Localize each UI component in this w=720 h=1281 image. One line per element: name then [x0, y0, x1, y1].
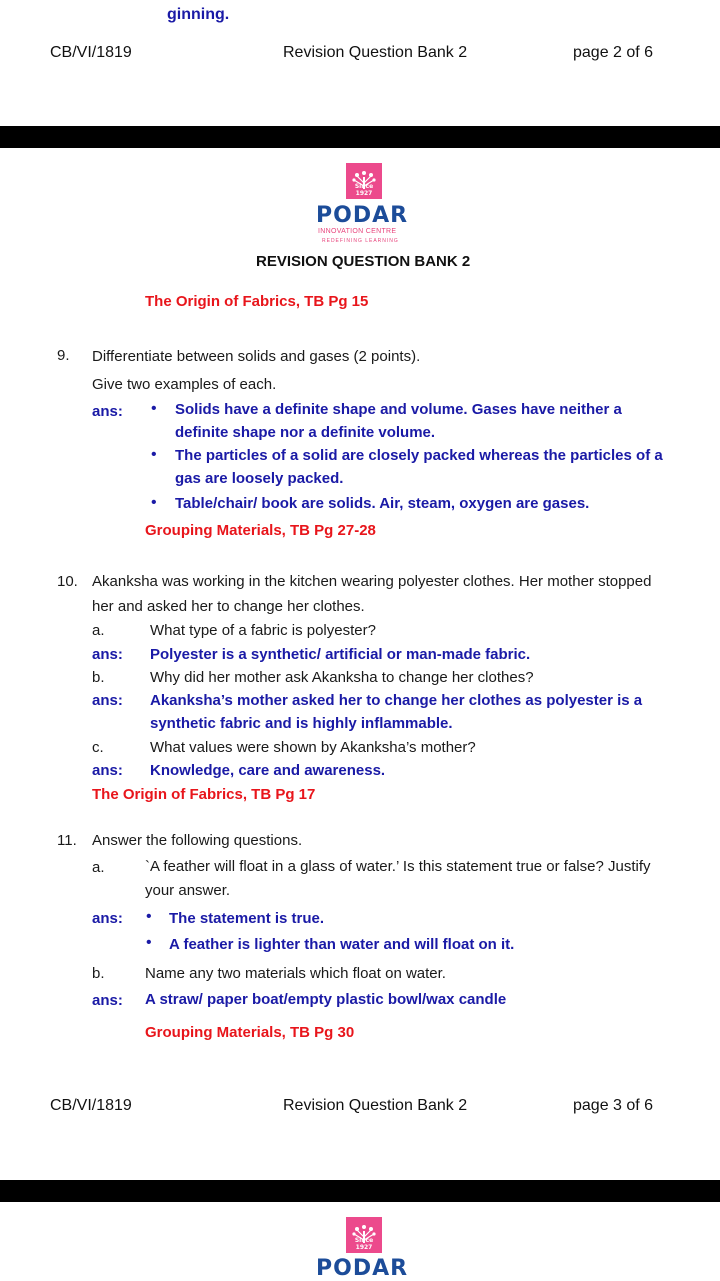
subpart-label: a.: [92, 622, 105, 639]
answer-text: Solids have a definite shape and volume. Gases have neither a: [175, 401, 622, 418]
answer-label: ans:: [92, 910, 123, 927]
answer-text: A feather is lighter than water and will float on it.: [169, 936, 515, 953]
subpart-label: a.: [92, 859, 105, 876]
answer-label: ans:: [92, 992, 123, 1009]
reference: The Origin of Fabrics, TB Pg 17: [92, 786, 316, 803]
subpart-question: Why did her mother ask Akanksha to change her clothes?: [150, 669, 534, 686]
answer-text: gas are loosely packed.: [175, 470, 344, 487]
question-text: Give two examples of each.: [92, 376, 277, 393]
answer-label: ans:: [92, 646, 123, 663]
logo-since: Since 1927: [354, 1237, 374, 1251]
footer-code: CB/VI/1819: [50, 1097, 132, 1114]
answer-text: Akanksha’s mother asked her to change her clothes as polyester is a: [150, 692, 643, 709]
question-text: her and asked her to change her clothes.: [92, 598, 365, 615]
question-text: Differentiate between solids and gases (2 points).: [92, 348, 421, 365]
answer-text: The particles of a solid are closely packed whereas the particles of a: [175, 447, 663, 464]
footer-code: CB/VI/1819: [50, 44, 132, 61]
footer-title: Revision Question Bank 2: [283, 44, 468, 61]
subpart-question: Name any two materials which float on water.: [145, 965, 446, 982]
footer-page-number: page 3 of 6: [573, 1097, 654, 1114]
question-text: Akanksha was working in the kitchen wearing polyester clothes. Her mother stopped: [92, 573, 652, 590]
question-number: 9.: [57, 347, 70, 364]
answer-text: Table/chair/ book are solids. Air, steam, oxygen are gases.: [175, 495, 590, 512]
question-number: 11.: [57, 832, 77, 849]
answer-text: Knowledge, care and awareness.: [150, 762, 386, 779]
subpart-label: b.: [92, 669, 105, 686]
logo-subtitle: INNOVATION CENTRE: [318, 228, 397, 235]
subpart-label: b.: [92, 965, 105, 982]
bullet-icon: •: [151, 400, 157, 417]
bullet-icon: •: [146, 908, 152, 925]
subpart-question: your answer.: [145, 882, 231, 899]
reference: Grouping Materials, TB Pg 27-28: [145, 522, 376, 539]
previous-page-fragment: ginning.: [167, 6, 230, 23]
answer-label: ans:: [92, 403, 123, 420]
subpart-question: What type of a fabric is polyester?: [150, 622, 376, 639]
footer-page-number: page 2 of 6: [573, 44, 654, 61]
logo-wordmark: PODAR: [316, 1256, 409, 1281]
answer-label: ans:: [92, 692, 123, 709]
logo-wordmark: PODAR: [316, 203, 409, 228]
answer-label: ans:: [92, 762, 123, 779]
tree-logo-icon: [346, 163, 382, 199]
bullet-icon: •: [151, 446, 157, 463]
bullet-icon: •: [151, 494, 157, 511]
reference-fabrics-15: The Origin of Fabrics, TB Pg 15: [145, 293, 369, 310]
subpart-question: What values were shown by Akanksha’s mother?: [150, 739, 476, 756]
footer-title: Revision Question Bank 2: [283, 1097, 468, 1114]
question-number: 10.: [57, 573, 78, 590]
logo-tagline: REDEFINING LEARNING: [322, 238, 399, 244]
page-separator: [0, 126, 720, 148]
answer-text: The statement is true.: [169, 910, 325, 927]
answer-text: Polyester is a synthetic/ artificial or man-made fabric.: [150, 646, 531, 663]
question-text: Answer the following questions.: [92, 832, 303, 849]
answer-text: synthetic fabric and is highly inflammable.: [150, 715, 453, 732]
answer-text: A straw/ paper boat/empty plastic bowl/wax candle: [145, 991, 507, 1008]
logo-since: Since 1927: [354, 183, 374, 197]
page-title: REVISION QUESTION BANK 2: [256, 253, 471, 270]
subpart-question: `A feather will float in a glass of water.’ Is this statement true or false? Justify: [145, 858, 651, 875]
page-separator: [0, 1180, 720, 1202]
subpart-label: c.: [92, 739, 104, 756]
tree-logo-icon: [346, 1217, 382, 1253]
bullet-icon: •: [146, 934, 152, 951]
answer-text: definite shape nor a definite volume.: [175, 424, 436, 441]
reference: Grouping Materials, TB Pg 30: [145, 1024, 355, 1041]
